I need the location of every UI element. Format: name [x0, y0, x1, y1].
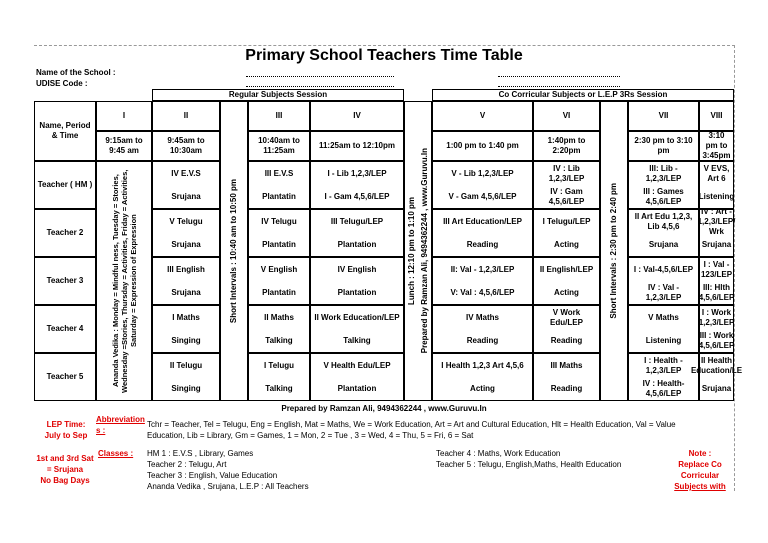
note-line: Corricular: [680, 471, 720, 480]
teacher-slot-top: II Work Education/LEP: [310, 305, 404, 329]
period-time-3: 10:40am to 11:25am: [248, 131, 310, 161]
teacher-slot-bottom: Reading: [432, 329, 533, 353]
teacher-slot-top: II Maths: [248, 305, 310, 329]
period-time-4: 11:25am to 12:10pm: [310, 131, 404, 161]
classes-left: [147, 448, 309, 492]
period-time-8: 3:10 pm to 3:45pm: [699, 131, 734, 161]
teacher-slot-bottom: Srujana: [699, 233, 734, 257]
udise-label: UDISE Code :: [36, 79, 88, 88]
teacher-slot-bottom: Singing: [152, 329, 220, 353]
teacher-slot-top: IV : Lib 1,2,3/LEP: [533, 161, 600, 185]
teacher-slot-bottom: Talking: [248, 329, 310, 353]
teacher-name: Teacher 3: [34, 257, 96, 305]
teacher-slot-top: I Telugu: [248, 353, 310, 377]
teacher-slot-bottom: Plantation: [310, 377, 404, 401]
teacher-slot-top: I : Health - 1,2,3/LEP: [628, 353, 699, 377]
ananda-vedika-text: Ananda Vedika : Monday = Mindful ness, Tuesday = Stories, Wednesday =Stories, Thursday = Activities, Friday = Activities, Saturday = Expression of Expression: [110, 169, 138, 393]
teacher-slot-top: II: Val - 1,2,3/LEP: [432, 257, 533, 281]
abbreviations-text-1: Tchr = Teacher, Tel = Telugu, Eng = English, Mat = Maths, We = Work Education, Art = Art and Cultural Education, Hlt = Health Education, Val = Value: [147, 420, 676, 429]
teacher-name: Teacher ( HM ): [34, 161, 96, 209]
teacher-slot-top: V Health Edu/LEP: [310, 353, 404, 377]
teacher-slot-top: I : Work 1,2,3/LEP: [699, 305, 734, 329]
note-line: Note :: [688, 449, 712, 458]
teacher-slot-top: I Telugu/LEP: [533, 209, 600, 233]
abbreviations-text-2: Education, Lib = Library, Gm = Games, 1 = Mon, 2 = Tue , 3 = Wed, 4 = Thu, 5 = Fri, 6 = Sat: [147, 431, 474, 440]
teacher-slot-bottom: IV : Gam 4,5,6/LEP: [533, 185, 600, 209]
teacher-slot-top: III Art Education/LEP: [432, 209, 533, 233]
teacher-slot-top: V Telugu: [152, 209, 220, 233]
no-bag-days: No Bag Days: [40, 476, 90, 485]
teacher-slot-top: IV E.V.S: [152, 161, 220, 185]
page-title: Primary School Teachers Time Table: [245, 47, 523, 64]
ananda-vedika: [96, 161, 152, 401]
teacher-slot-top: V English: [248, 257, 310, 281]
classes-left-line: Ananda Vedika , Srujana, L.E.P : All Teachers: [147, 482, 309, 491]
cocurricular-session-header: Co Corricular Subjects or L.E.P 3Rs Session: [432, 89, 734, 101]
teacher-slot-bottom: Srujana: [152, 185, 220, 209]
regular-session-header: Regular Subjects Session: [152, 89, 404, 101]
period-time-6: 1:40pm to 2:20pm: [533, 131, 600, 161]
teacher-slot-bottom: V - Gam 4,5,6/LEP: [432, 185, 533, 209]
classes-label: Classes :: [98, 449, 134, 458]
udise-field: [246, 86, 394, 87]
lunch-interval: [404, 101, 418, 401]
teacher-name: Teacher 4: [34, 305, 96, 353]
teacher-slot-top: I - Lib 1,2,3/LEP: [310, 161, 404, 185]
period-header-3: III: [248, 101, 310, 131]
name-period-time-header: Name, Period & Time: [34, 101, 96, 161]
teacher-slot-top: I : Val - 123/LEP: [699, 257, 734, 281]
teacher-name: Teacher 2: [34, 209, 96, 257]
classes-right-line: Teacher 4 : Maths, Work Education: [436, 449, 561, 458]
teacher-slot-top: IV Telugu: [248, 209, 310, 233]
short-interval-1-text: Short Intervals : 10:40 am to 10:50 pm: [229, 178, 238, 324]
teacher-slot-bottom: III : Work 4,5,6/LEP: [699, 329, 734, 353]
teacher-slot-top: V - Lib 1,2,3/LEP: [432, 161, 533, 185]
period-header-5: V: [432, 101, 533, 131]
teacher-slot-bottom: Acting: [533, 281, 600, 305]
period-time-5: 1:00 pm to 1:40 pm: [432, 131, 533, 161]
teacher-slot-top: IV : Art - 1,2,3/LEP/ Wrk: [697, 206, 736, 236]
period-header-6: VI: [533, 101, 600, 131]
teacher-slot-bottom: Listening: [628, 329, 699, 353]
teacher-slot-bottom: Acting: [533, 233, 600, 257]
udise-field-2: [498, 86, 620, 87]
period-header-4: IV: [310, 101, 404, 131]
teacher-slot-bottom: Srujana: [699, 377, 734, 401]
period-header-7: VII: [628, 101, 699, 131]
note-box: [664, 448, 736, 492]
teacher-slot-top: I Health 1,2,3 Art 4,5,6: [432, 353, 533, 377]
teacher-slot-bottom: Listening: [699, 185, 734, 209]
short-interval-2: [600, 101, 628, 401]
note-line: Replace Co: [678, 460, 722, 469]
teacher-slot-bottom: Srujana: [152, 281, 220, 305]
teacher-slot-top: V EVS, Art 6: [699, 161, 734, 185]
timetable-grid: [34, 89, 743, 402]
period-header-8: VIII: [699, 101, 734, 131]
short-interval-2-text: Short Intervals : 2:30 pm to 2:40 pm: [609, 183, 618, 319]
prepared-footer: Prepared by Ramzan Ali, 9494362244 , www.Guruvu.In: [281, 404, 487, 413]
teacher-slot-top: II Health Education/LE: [699, 353, 734, 377]
teacher-slot-bottom: Talking: [248, 377, 310, 401]
teacher-name: Teacher 5: [34, 353, 96, 401]
period-time-7: 2:30 pm to 3:10 pm: [628, 131, 699, 161]
teacher-slot-bottom: Plantation: [310, 233, 404, 257]
school-name-field: [246, 76, 394, 77]
teacher-slot-top: III English: [152, 257, 220, 281]
period-header-2: II: [152, 101, 220, 131]
period-time-2: 9:45am to 10:30am: [152, 131, 220, 161]
teacher-slot-top: III E.V.S: [248, 161, 310, 185]
teacher-slot-bottom: Reading: [533, 329, 600, 353]
teacher-slot-bottom: I - Gam 4,5,6/LEP: [310, 185, 404, 209]
teacher-slot-bottom: Plantation: [310, 281, 404, 305]
classes-left-line: Teacher 3 : English, Value Education: [147, 471, 278, 480]
abbreviations-label: Abbreviation s :: [96, 415, 145, 435]
teacher-slot-bottom: IV : Val - 1,2,3/LEP: [628, 281, 699, 305]
teacher-slot-top: II English/LEP: [533, 257, 600, 281]
teacher-slot-top: II Telugu: [152, 353, 220, 377]
teacher-slot-top: I : Val-4,5,6/LEP: [628, 257, 699, 281]
teacher-slot-bottom: V: Val : 4,5,6/LEP: [432, 281, 533, 305]
lunch-interval-text: Lunch : 12:10 pm to 1:10 pm: [406, 196, 416, 306]
teacher-slot-top: III: Lib - 1,2,3/LEP: [628, 161, 699, 185]
teacher-slot-bottom: Srujana: [152, 233, 220, 257]
period-header-1: I: [96, 101, 152, 131]
teacher-slot-bottom: III : Games 4,5,6/LEP: [628, 185, 699, 209]
teacher-slot-bottom: Plantatin: [248, 281, 310, 305]
teacher-slot-bottom: Srujana: [628, 233, 699, 257]
teacher-slot-bottom: Acting: [432, 377, 533, 401]
school-name-label: Name of the School :: [36, 68, 116, 77]
teacher-slot-top: V Maths: [628, 305, 699, 329]
lep-time: LEP Time: July to Sep: [44, 420, 88, 440]
teacher-slot-bottom: Plantatin: [248, 185, 310, 209]
teacher-slot-bottom: Reading: [533, 377, 600, 401]
teacher-slot-bottom: Singing: [152, 377, 220, 401]
teacher-slot-bottom: Plantatin: [248, 233, 310, 257]
teacher-slot-top: V Work Edu/LEP: [533, 305, 600, 329]
classes-right: [436, 448, 621, 470]
teacher-slot-bottom: III: Hlth 4,5,6/LEP: [699, 281, 734, 305]
teacher-slot-top: III Telugu/LEP: [310, 209, 404, 233]
prepared-by-vertical: [418, 101, 432, 401]
prepared-by-vertical-text: Prepared by Ramzan Ali, 9494362244 , www.Guruvu.In: [419, 148, 429, 354]
classes-left-line: Teacher 2 : Telugu, Art: [147, 460, 227, 469]
teacher-slot-bottom: Talking: [310, 329, 404, 353]
classes-left-line: HM 1 : E.V.S , Library, Games: [147, 449, 254, 458]
teacher-slot-top: II Art Edu 1,2,3, Lib 4,5,6: [628, 209, 699, 233]
teacher-slot-bottom: IV : Health- 4,5,6/LEP: [628, 377, 699, 401]
teacher-slot-top: III Maths: [533, 353, 600, 377]
note-line: Subjects with: [674, 482, 726, 491]
first-third-saturday: 1st and 3rd Sat = Srujana: [36, 454, 94, 474]
teacher-slot-top: IV Maths: [432, 305, 533, 329]
short-interval-1: [220, 101, 248, 401]
classes-right-line: Teacher 5 : Telugu, English,Maths, Health Education: [436, 460, 622, 469]
period-time-1: 9:15am to 9:45 am: [96, 131, 152, 161]
teacher-slot-bottom: Reading: [432, 233, 533, 257]
teacher-slot-top: I Maths: [152, 305, 220, 329]
teacher-slot-top: IV English: [310, 257, 404, 281]
school-name-field-2: [498, 76, 620, 77]
